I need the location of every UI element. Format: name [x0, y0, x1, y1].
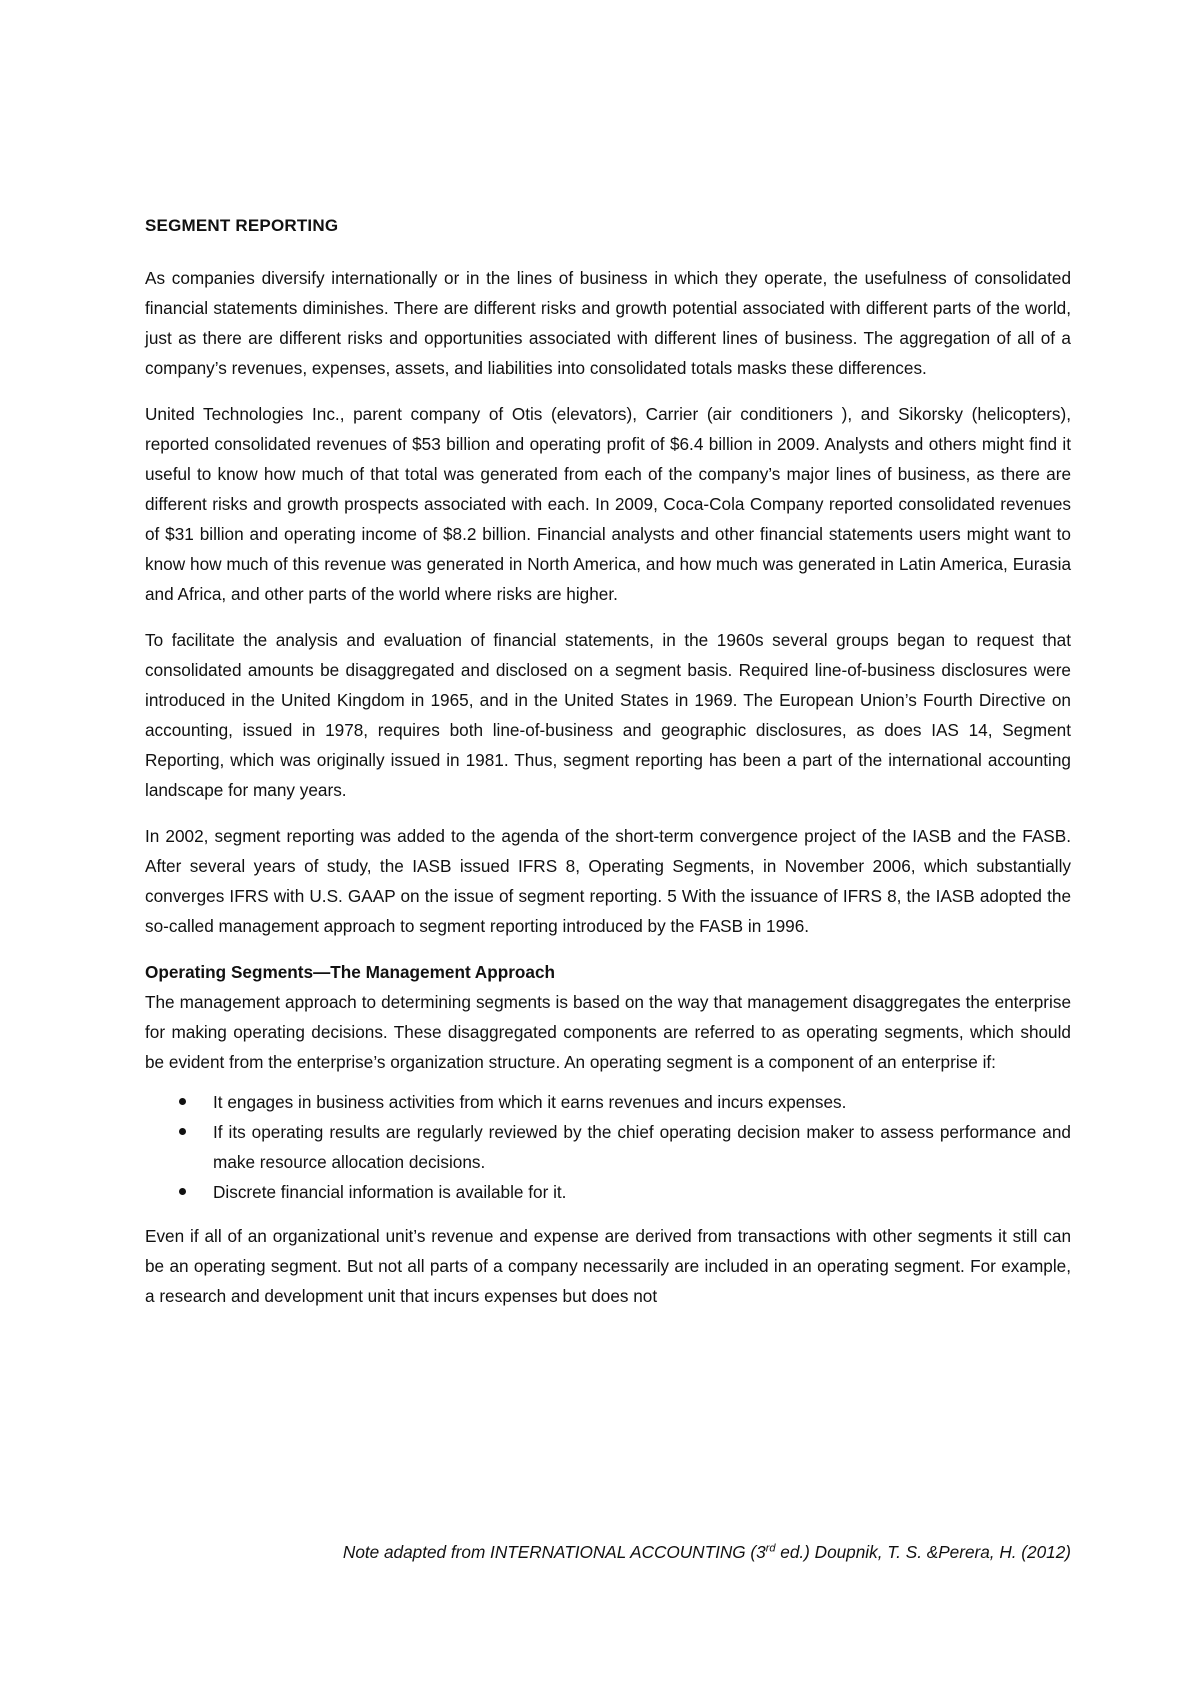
list-item-text: Discrete financial information is available for it. — [213, 1182, 567, 1202]
bullet-icon — [179, 1188, 186, 1195]
paragraph-introduction: As companies diversify internationally or in the lines of business in which they operate, the usefulness of consolidated financial statements diminishes. There are different risks and growth potential associated with different parts of the world, just as there are different risks and opportunities associated with different lines of business. The aggregation of all of a company’s revenues, expenses, assets, and liabilities into consolidated totals masks these differences. — [145, 268, 1071, 378]
paragraph-united-technologies: United Technologies Inc., parent company of Otis (elevators), Carrier (air conditioners ), and Sikorsky (helicopters), reported consolidated revenues of $53 billion and operating profit of $6.4 billion in 2009. Analysts and others might find it useful to know how much of that total was generated from each of the company’s major lines of business, as there are different risks and growth prospects associated with each. In 2009, Coca-Cola Company reported consolidated revenues of $31 billion and operating income of $8.2 billion. Financial analysts and other financial statements users might want to know how much of this revenue was generated in North America, and how much was generated in Latin America, Eurasia and Africa, and other parts of the world where risks are higher. — [145, 404, 1071, 604]
list-item — [145, 1177, 1071, 1207]
bullet-icon — [179, 1128, 186, 1135]
paragraph-closing: Even if all of an organizational unit’s revenue and expense are derived from transactions with other segments it still can be an operating segment. But not all parts of a company necessarily are included in an operating segment. For example, a research and development unit that incurs expenses but does not — [145, 1226, 1071, 1306]
list-item — [145, 1087, 1071, 1117]
paragraph-management-approach: The management approach to determining segments is based on the way that management disaggregates the enterprise for making operating decisions. These disaggregated components are referred to as operating segments, which should be evident from the enterprise’s organization structure. An operating segment is a component of an enterprise if: — [145, 992, 1071, 1072]
document-body — [145, 263, 1071, 1327]
footnote-prefix: Note adapted from INTERNATIONAL ACCOUNTING (3 — [342, 1542, 766, 1562]
footnote-superscript: rd — [765, 1542, 776, 1555]
document-title: SEGMENT REPORTING — [145, 216, 339, 235]
paragraph-convergence: In 2002, segment reporting was added to the agenda of the short-term convergence project of the IASB and the FASB. After several years of study, the IASB issued IFRS 8, Operating Segments, in November 2006, which substantially converges IFRS with U.S. GAAP on the issue of segment reporting. 5 With the issuance of IFRS 8, the IASB adopted the so-called management approach to segment reporting introduced by the FASB in 1996. — [145, 826, 1071, 936]
list-item-text: If its operating results are regularly reviewed by the chief operating decision maker to assess performance and make resource allocation decisions. — [213, 1122, 1071, 1172]
list-item — [145, 1117, 1071, 1177]
page-footnote — [343, 1542, 1071, 1563]
criteria-list — [145, 1087, 1071, 1207]
paragraph-history: To facilitate the analysis and evaluation of financial statements, in the 1960s several groups began to request that consolidated amounts be disaggregated and disclosed on a segment basis. Required line-of-business disclosures were introduced in the United Kingdom in 1965, and in the United States in 1969. The European Union’s Fourth Directive on accounting, issued in 1978, requires both line-of-business and geographic disclosures, as does IAS 14, Segment Reporting, which was originally issued in 1981. Thus, segment reporting has been a part of the international accounting landscape for many years. — [145, 630, 1071, 800]
bullet-icon — [179, 1098, 186, 1105]
document-page — [145, 0, 1071, 1698]
section-heading-operating-segments: Operating Segments—The Management Approach — [145, 962, 556, 982]
footnote-suffix: ed.) Doupnik, T. S. &Perera, H. (2012) — [775, 1542, 1071, 1562]
list-item-text: It engages in business activities from which it earns revenues and incurs expenses. — [213, 1092, 847, 1112]
